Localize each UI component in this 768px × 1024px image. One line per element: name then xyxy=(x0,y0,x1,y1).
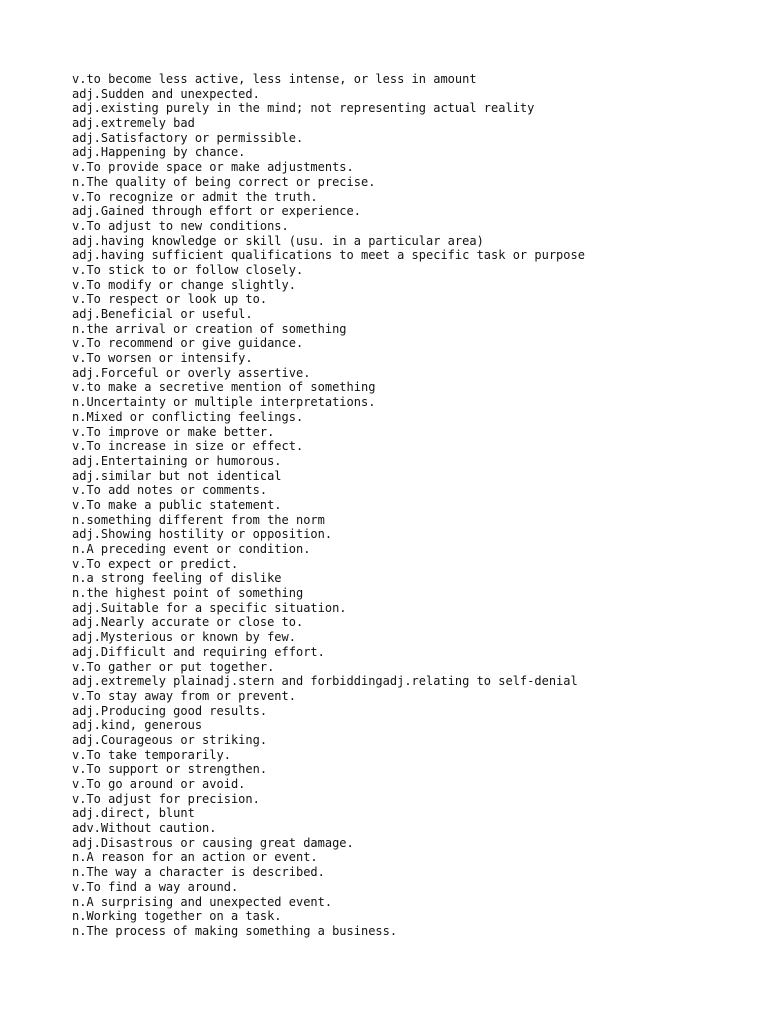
definition-line: n.A reason for an action or event. xyxy=(72,850,318,865)
definition-line: n.the highest point of something xyxy=(72,586,304,601)
definition-line: v.To respect or look up to. xyxy=(72,292,268,307)
definition-line: adj.Disastrous or causing great damage. xyxy=(72,835,354,850)
definition-line: n.something different from the norm xyxy=(72,512,325,527)
definition-line: adj.Courageous or striking. xyxy=(72,732,268,747)
definition-line: adj.having sufficient qualifications to meet a specific task or purpose xyxy=(72,248,585,263)
definition-line: v.To stay away from or prevent. xyxy=(72,688,296,703)
definition-line: v.To add notes or comments. xyxy=(72,483,268,498)
definition-line: v.To adjust to new conditions. xyxy=(72,218,289,233)
definition-line: adj.having knowledge or skill (usu. in a particular area) xyxy=(72,233,484,248)
definition-line: adj.Suitable for a specific situation. xyxy=(72,600,347,615)
definition-line: v.To support or strengthen. xyxy=(72,762,268,777)
definition-line: n.The process of making something a business. xyxy=(72,923,398,938)
definition-line: adj.Nearly accurate or close to. xyxy=(72,615,304,630)
definition-line: adj.Difficult and requiring effort. xyxy=(72,644,325,659)
definition-line: v.To stick to or follow closely. xyxy=(72,262,304,277)
definition-line: v.To make a public statement. xyxy=(72,497,282,512)
definition-line: n.a strong feeling of dislike xyxy=(72,571,282,586)
definition-line: v.To worsen or intensify. xyxy=(72,351,253,366)
definition-line: adj.Producing good results. xyxy=(72,703,268,718)
definition-line: adj.Gained through effort or experience. xyxy=(72,204,361,219)
definition-line: adj.Forceful or overly assertive. xyxy=(72,365,311,380)
definition-line: adj.kind, generous xyxy=(72,718,203,733)
definition-line: adj.similar but not identical xyxy=(72,468,282,483)
definition-line: n.The quality of being correct or precise. xyxy=(72,174,376,189)
definition-line: adj.Happening by chance. xyxy=(72,145,246,160)
definition-line: v.To improve or make better. xyxy=(72,424,275,439)
definition-line: adj.direct, blunt xyxy=(72,806,195,821)
definition-line: v.To go around or avoid. xyxy=(72,777,246,791)
definition-line: adj.extremely plainadj.stern and forbiddingadj.relating to self-denial xyxy=(72,674,578,689)
definition-line: v.To modify or change slightly. xyxy=(72,277,296,292)
definition-line: v.To provide space or make adjustments. xyxy=(72,160,354,175)
definition-line: adj.extremely bad xyxy=(72,116,195,131)
definition-line: adj.Beneficial or useful. xyxy=(72,307,253,321)
definition-line: v.to make a secretive mention of something xyxy=(72,380,376,395)
definition-line: n.Mixed or conflicting feelings. xyxy=(72,409,304,424)
definition-line: v.to become less active, less intense, or less in amount xyxy=(72,72,477,86)
definition-line: v.To recognize or admit the truth. xyxy=(72,189,318,204)
definition-line: adj.Showing hostility or opposition. xyxy=(72,527,333,542)
definition-line: n.A preceding event or condition. xyxy=(72,542,311,556)
definition-line: adj.Mysterious or known by few. xyxy=(72,630,296,645)
definition-line: n.A surprising and unexpected event. xyxy=(72,894,333,909)
definition-line: v.To increase in size or effect. xyxy=(72,439,304,454)
definition-line: v.To expect or predict. xyxy=(72,556,239,571)
definition-line: adj.Sudden and unexpected. xyxy=(72,86,260,101)
definition-line: n.Uncertainty or multiple interpretations. xyxy=(72,395,376,410)
definition-line: n.the arrival or creation of something xyxy=(72,321,347,336)
definition-line: adj.existing purely in the mind; not representing actual reality xyxy=(72,101,535,116)
definition-line: v.To gather or put together. xyxy=(72,659,275,674)
definition-line: v.To recommend or give guidance. xyxy=(72,336,304,351)
definition-line: v.To adjust for precision. xyxy=(72,791,260,806)
definition-line: v.To find a way around. xyxy=(72,879,239,894)
definition-line: adj.Satisfactory or permissible. xyxy=(72,130,304,145)
definition-line: adj.Entertaining or humorous. xyxy=(72,453,282,468)
definition-line: adv.Without caution. xyxy=(72,821,217,836)
definition-line: n.Working together on a task. xyxy=(72,909,282,924)
definition-list xyxy=(72,72,585,939)
definition-line: v.To take temporarily. xyxy=(72,747,231,762)
definition-line: n.The way a character is described. xyxy=(72,865,325,880)
